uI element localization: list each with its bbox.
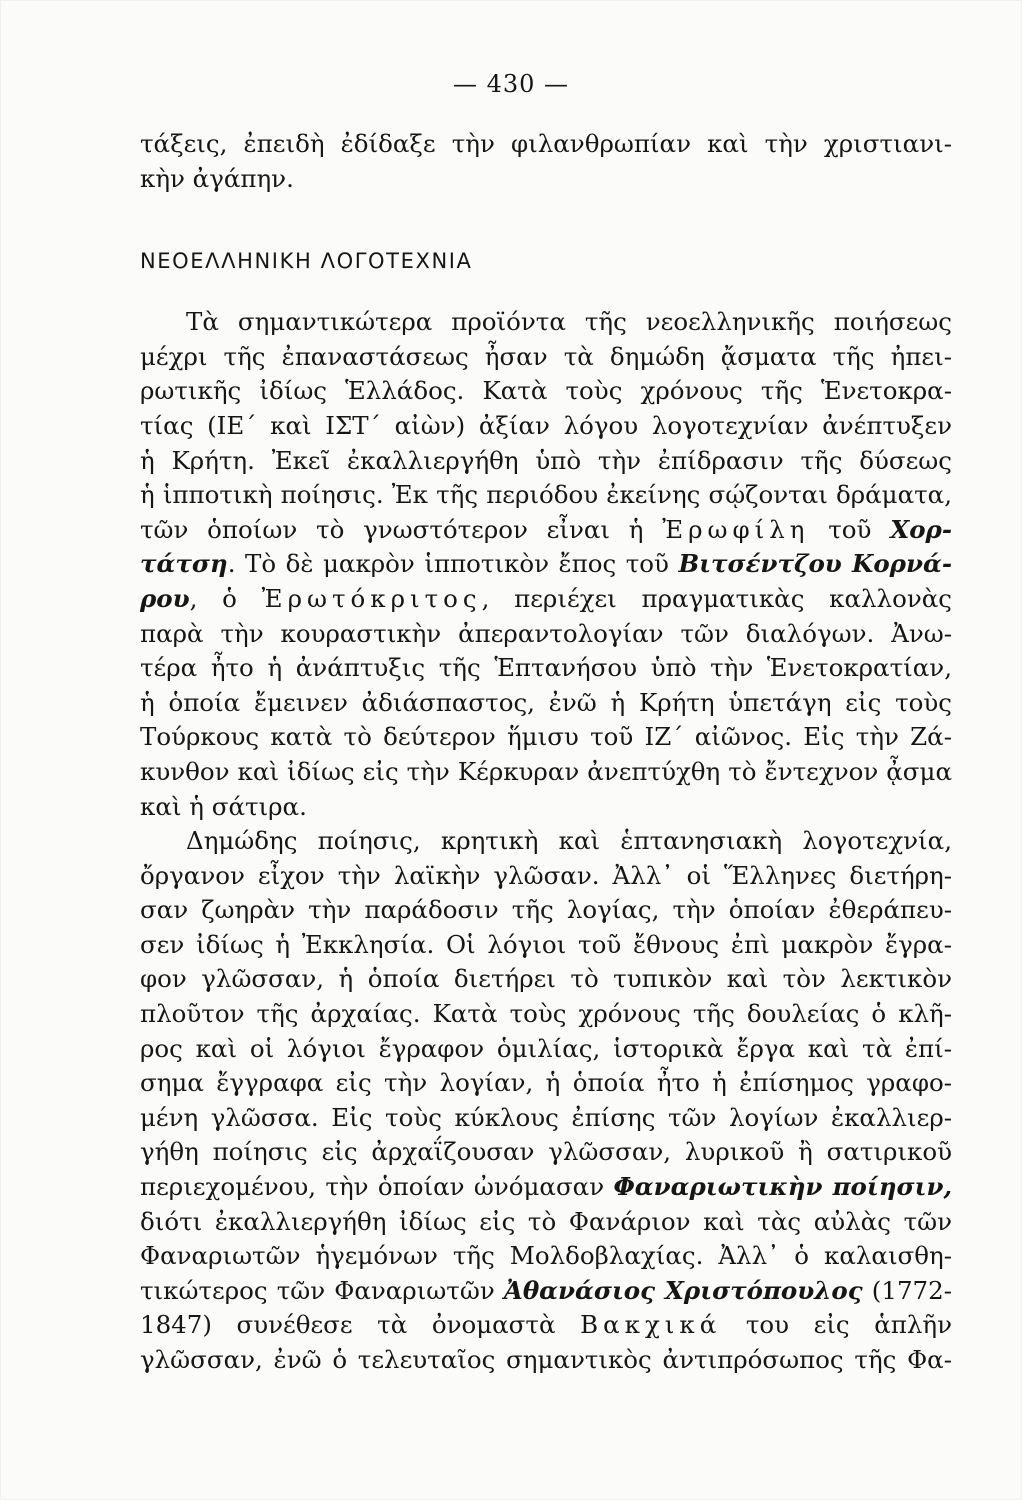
bold-italic-name: Ἀθανάσιος Χριστόπουλος [503, 1275, 863, 1305]
text-run: τέρα ἦτο ἡ ἀνάπτυξις τῆς Ἑπτανήσου ὑπὸ τὴν Ἑνετοκρατίαν, [140, 653, 952, 683]
text-run: ὄργανον εἶχον τὴν λαϊκὴν γλῶσαν. Ἀλλ᾽ οἱ Ἕλληνες διετήρη- [140, 860, 952, 890]
text-run: γλῶσσαν, ἐνῶ ὁ τελευταῖος σημαντικὸς ἀντιπρόσωπος τῆς Φα- [140, 1345, 952, 1374]
text-run: τίας (ΙΕ΄ καὶ ΙΣΤ΄ αἰὼν) ἀξίαν λόγου λογοτεχνίαν ἀνέπτυξεν [140, 410, 952, 440]
text-line [140, 1101, 952, 1136]
text-line [140, 1239, 952, 1274]
paragraph-1 [140, 305, 952, 824]
text-run: ἡ Κρήτη. Ἐκεῖ ἐκαλλιεργήθη ὑπὸ τὴν ἐπίδρασιν τῆς δύσεως [140, 445, 952, 475]
text-line [140, 1274, 952, 1309]
text-line [140, 720, 952, 755]
spaced-title: Ἐρωτόκριτος [261, 583, 482, 613]
text-run: , περιέχει πραγματικὰς καλλονὰς [481, 583, 952, 613]
text-block [140, 127, 952, 1378]
text-line [140, 755, 952, 790]
text-run: κυνθον καὶ ἰδίως εἰς τὴν Κέρκυραν ἀνεπτύχθη τὸ ἔντεχνον ᾆσμα [140, 756, 952, 786]
bold-italic-name: ρου [140, 583, 190, 613]
text-line: κὴν ἀγάπην. [140, 163, 294, 193]
text-line [140, 962, 952, 997]
text-line [140, 582, 952, 617]
text-line [140, 1205, 952, 1240]
text-line [140, 997, 952, 1032]
text-run: διότι ἐκαλλιεργήθη ἰδίως εἰς τὸ Φανάριον καὶ τὰς αὐλὰς τῶν [140, 1206, 952, 1236]
text-run: φον γλῶσσαν, ἡ ὁποία διετήρει τὸ τυπικὸν καὶ τὸν λεκτικὸν [140, 964, 952, 994]
text-run: Τὰ σημαντικώτερα προϊόντα τῆς νεοελληνικῆς ποιήσεως [186, 307, 952, 337]
bold-italic-name: Φαναριωτικὴν ποίησιν, [613, 1172, 952, 1202]
text-run: μένη γλῶσσα. Εἰς τοὺς κύκλους ἐπίσης τῶν λογίων ἐκαλλιερ- [140, 1102, 952, 1132]
text-line [140, 305, 952, 340]
text-line [140, 686, 952, 721]
text-run: ἡ ἱπποτικὴ ποίησις. Ἐκ τῆς περιόδου ἐκείνης σῴζονται δράματα, [140, 480, 952, 510]
text-run: ρωτικῆς ἰδίως Ἑλλάδος. Κατὰ τοὺς χρόνους τῆς Ἑνετοκρα- [140, 376, 952, 406]
text-line [140, 1066, 952, 1101]
text-line [140, 893, 952, 928]
text-run: . Τὸ δὲ μακρὸν ἱπποτικὸν ἔπος τοῦ [227, 549, 679, 579]
text-line [140, 1032, 952, 1067]
text-line [140, 928, 952, 963]
text-line [140, 1135, 952, 1170]
text-line [140, 859, 952, 894]
text-run: Δημώδης ποίησις, κρητικὴ καὶ ἑπτανησιακὴ λογοτεχνία, [186, 826, 952, 856]
text-run: , ὁ [189, 583, 262, 613]
text-line [140, 651, 952, 686]
text-run: (1772- [862, 1275, 952, 1305]
text-line: τάξεις, ἐπειδὴ ἐδίδαξε τὴν φιλανθρωπίαν καὶ τὴν χριστιανι- [140, 129, 952, 158]
text-run: ἡ ὁποία ἔμεινεν ἀδιάσπαστος, ἐνῶ ἡ Κρήτη ὑπετάγη εἰς τοὺς [140, 687, 952, 717]
text-run: καὶ ἡ σάτιρα. [140, 791, 307, 821]
text-line [140, 513, 952, 548]
text-line [140, 340, 952, 375]
text-line [140, 1170, 952, 1205]
text-run: τῶν ὁποίων τὸ γνωστότερον εἶναι ἡ [140, 514, 663, 544]
text-run: του εἰς ἁπλῆν [721, 1310, 952, 1340]
bold-italic-name: Χορ- [890, 514, 952, 544]
text-run: μέχρι τῆς ἐπαναστάσεως ἦσαν τὰ δημώδη ᾄσματα τῆς ἠπει- [140, 341, 952, 371]
text-run: τικώτερος τῶν Φαναριωτῶν [140, 1275, 504, 1305]
text-line [140, 824, 952, 859]
text-line [140, 478, 952, 513]
text-run: Φαναριωτῶν ἡγεμόνων τῆς Μολδοβλαχίας. Ἀλλ᾽ ὁ καλαισθη- [140, 1241, 952, 1271]
text-line [140, 1308, 952, 1343]
text-run: περιεχομένου, τὴν ὁποίαν ὠνόμασαν [140, 1172, 614, 1202]
text-run: τοῦ [809, 514, 891, 544]
paragraph-2 [140, 824, 952, 1378]
text-run: γήθη ποίησις εἰς ἀρχαΐζουσαν γλῶσσαν, λυρικοῦ ἢ σατιρικοῦ [140, 1137, 952, 1167]
text-line [140, 790, 952, 825]
bold-italic-name: τάτση [140, 549, 228, 579]
text-run: σεν ἰδίως ἡ Ἐκκλησία. Οἱ λόγιοι τοῦ ἔθνους ἐπὶ μακρὸν ἔγρα- [140, 929, 952, 959]
text-line [140, 617, 952, 652]
text-line [140, 374, 952, 409]
spaced-title: Βακχικά [580, 1310, 722, 1340]
text-run: σαν ζωηρὰν τὴν παράδοσιν τῆς λογίας, τὴν ὁποίαν ἐθεράπευ- [140, 895, 952, 925]
text-run: Τούρκους κατὰ τὸ δεύτερον ἥμισυ τοῦ ΙΖ΄ αἰῶνος. Εἰς τὴν Ζά- [140, 722, 952, 752]
text-run: πλοῦτον τῆς ἀρχαίας. Κατὰ τοὺς χρόνους τῆς δουλείας ὁ κλῆ- [140, 999, 952, 1029]
text-run: παρὰ τὴν κουραστικὴν ἀπεραντολογίαν τῶν διαλόγων. Ἀνω- [140, 618, 952, 648]
spaced-title: Ἐρωφίλη [662, 514, 810, 544]
text-line [140, 547, 952, 582]
bold-italic-name: Βιτσέντζου Κορνά- [678, 549, 952, 579]
text-line [140, 444, 952, 479]
text-run: 1847) συνέθεσε τὰ ὀνομαστὰ [140, 1310, 581, 1340]
text-line [140, 409, 952, 444]
text-run: σημα ἔγγραφα εἰς τὴν λογίαν, ἡ ὁποία ἦτο ἡ ἐπίσημος γραφο- [140, 1068, 952, 1098]
text-run: ρος καὶ οἱ λόγιοι ἔγραφον ὁμιλίας, ἱστορικὰ ἔργα καὶ τὰ ἐπί- [140, 1033, 952, 1063]
text-line [140, 1343, 952, 1378]
section-heading: ΝΕΟΕΛΛΗΝΙΚΗ ΛΟΓΟΤΕΧΝΙΑ [140, 249, 473, 274]
page-number: — 430 — [452, 70, 570, 98]
